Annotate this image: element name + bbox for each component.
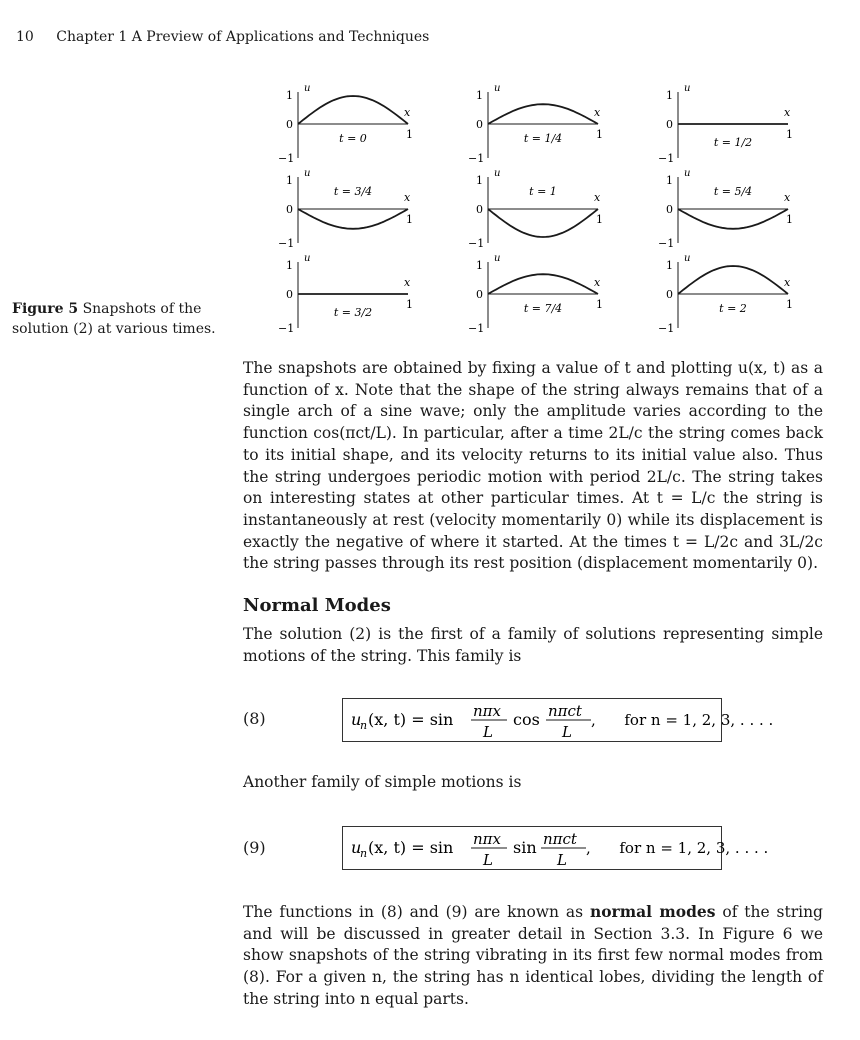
equation-9-box	[342, 826, 769, 870]
tick-label: −1	[658, 322, 675, 335]
x-tick-label: 1	[596, 128, 603, 141]
u-label: u	[684, 168, 691, 179]
x-label: x	[404, 276, 411, 289]
section-heading-normal-modes: Normal Modes	[243, 595, 391, 616]
x-label: x	[404, 191, 411, 204]
eq9-mid: sin	[513, 838, 537, 857]
time-label: t = 3/2	[333, 306, 373, 319]
tick-label: −1	[278, 322, 295, 335]
u-label: u	[494, 168, 501, 179]
tick-label: 0	[666, 118, 673, 131]
eq9-f1-den: L	[483, 851, 493, 869]
string-curve	[298, 96, 408, 124]
tick-label: 1	[476, 174, 483, 187]
string-curve	[488, 274, 598, 294]
tick-label: 1	[476, 89, 483, 102]
equation-8	[343, 699, 774, 741]
x-tick-label: 1	[786, 128, 793, 141]
page-header	[16, 29, 429, 45]
figure-caption	[12, 299, 232, 339]
x-label: x	[594, 276, 601, 289]
tick-label: 1	[476, 259, 483, 272]
tick-label: 1	[666, 259, 673, 272]
eq9-lhs: u	[351, 838, 362, 857]
x-tick-label: 1	[406, 213, 413, 226]
tick-label: 1	[286, 174, 293, 187]
eq8-sub: n	[360, 719, 368, 732]
tick-label: 1	[286, 259, 293, 272]
string-curve	[678, 209, 788, 229]
eq9-f2-den: L	[557, 851, 567, 869]
tick-label: 0	[476, 288, 483, 301]
paragraph-another-family: Another family of simple motions is	[243, 773, 522, 791]
x-tick-label: 1	[786, 298, 793, 311]
tick-label: 0	[286, 288, 293, 301]
x-label: x	[594, 106, 601, 119]
x-tick-label: 1	[406, 298, 413, 311]
eq9-tail: , for n = 1, 2, 3, . . . .	[586, 839, 769, 857]
x-label: x	[404, 106, 411, 119]
paragraph-family-intro: The solution (2) is the first of a family of solutions representing simple motions of the string. This family is	[243, 625, 823, 665]
string-curve	[678, 266, 788, 294]
term-normal-modes: normal modes	[589, 902, 716, 921]
u-label: u	[304, 83, 311, 94]
time-label: t = 0	[339, 132, 367, 145]
tick-label: −1	[658, 237, 675, 250]
eq8-f1-den: L	[483, 723, 493, 741]
tick-label: 0	[286, 118, 293, 131]
tick-label: 0	[476, 118, 483, 131]
string-curve	[488, 104, 598, 124]
tick-label: −1	[468, 237, 485, 250]
running-title: Chapter 1 A Preview of Applications and Techniques	[56, 29, 430, 45]
u-label: u	[494, 83, 501, 94]
time-label: t = 1/2	[713, 136, 753, 149]
paragraph-normal-modes: The functions in (8) and (9) are known as normal modes of the string and will be discussed in greater detail in Section 3.3. In Figure 6 we show snapshots of the string vibrating in its first few normal modes from (8). For a given n, the string has n identical lobes, dividing the length of the string into n equal parts.	[243, 902, 823, 1008]
eq9-f1-num: nπx	[473, 830, 501, 848]
time-label: t = 7/4	[523, 302, 563, 315]
x-label: x	[784, 191, 791, 204]
page-number: 10	[16, 29, 34, 45]
time-label: t = 3/4	[333, 185, 373, 198]
caption-text: Snapshots of the solution (2) at various times.	[12, 301, 216, 337]
eq8-args: (x, t) = sin	[368, 710, 454, 729]
equation-8-box	[342, 698, 774, 742]
x-tick-label: 1	[596, 213, 603, 226]
equation-8-number: (8)	[243, 709, 266, 728]
tick-label: 1	[286, 89, 293, 102]
eq8-f2-den: L	[562, 723, 572, 741]
string-curve	[488, 209, 598, 237]
x-label: x	[784, 276, 791, 289]
eq9-f2-num: nπct	[543, 830, 577, 848]
eq8-mid: cos	[513, 710, 540, 729]
equation-9-number: (9)	[243, 838, 266, 857]
tick-label: −1	[278, 237, 295, 250]
eq8-f2-num: nπct	[548, 702, 582, 720]
tick-label: 1	[666, 174, 673, 187]
u-label: u	[304, 168, 311, 179]
eq8-f1-num: nπx	[473, 702, 501, 720]
u-label: u	[684, 83, 691, 94]
tick-label: 0	[666, 288, 673, 301]
tick-label: 1	[666, 89, 673, 102]
x-label: x	[594, 191, 601, 204]
u-label: u	[494, 253, 501, 264]
paragraph-snapshots: The snapshots are obtained by fixing a value of t and plotting u(x, t) as a function of x. Note that the shape of the string always remains that of a single arch of a sine wave; only the amplitude varies according to the function cos(πct/L). In particular, after a time 2L/c the string comes back to its initial shape, and its velocity returns to its initial value also. Thus the string undergoes periodic motion with period 2L/c. The string takes on interesting states at other particular times. At t = L/c the string is instantaneously at rest (velocity momentarily 0) while its displacement is exactly the negative of where it started. At the times t = L/2c and 3L/2c the string passes through its rest position (displacement momentarily 0).	[243, 359, 823, 573]
tick-label: −1	[658, 152, 675, 165]
eq9-args: (x, t) = sin	[368, 838, 454, 857]
eq8-lhs: u	[351, 710, 362, 729]
tick-label: 0	[476, 203, 483, 216]
x-tick-label: 1	[406, 128, 413, 141]
string-curve	[298, 209, 408, 229]
tick-label: −1	[468, 152, 485, 165]
x-tick-label: 1	[786, 213, 793, 226]
time-label: t = 1	[529, 185, 557, 198]
tick-label: −1	[278, 152, 295, 165]
x-tick-label: 1	[596, 298, 603, 311]
time-label: t = 5/4	[713, 185, 753, 198]
u-label: u	[304, 253, 311, 264]
tick-label: 0	[666, 203, 673, 216]
tick-label: −1	[468, 322, 485, 335]
caption-label: Figure 5	[12, 301, 79, 317]
figure-5-snapshots	[260, 80, 820, 340]
tick-label: 0	[286, 203, 293, 216]
x-label: x	[784, 106, 791, 119]
eq8-tail: , for n = 1, 2, 3, . . . .	[591, 711, 774, 729]
u-label: u	[684, 253, 691, 264]
equation-9	[343, 827, 769, 869]
eq9-sub: n	[360, 847, 368, 860]
time-label: t = 2	[719, 302, 747, 315]
time-label: t = 1/4	[523, 132, 563, 145]
